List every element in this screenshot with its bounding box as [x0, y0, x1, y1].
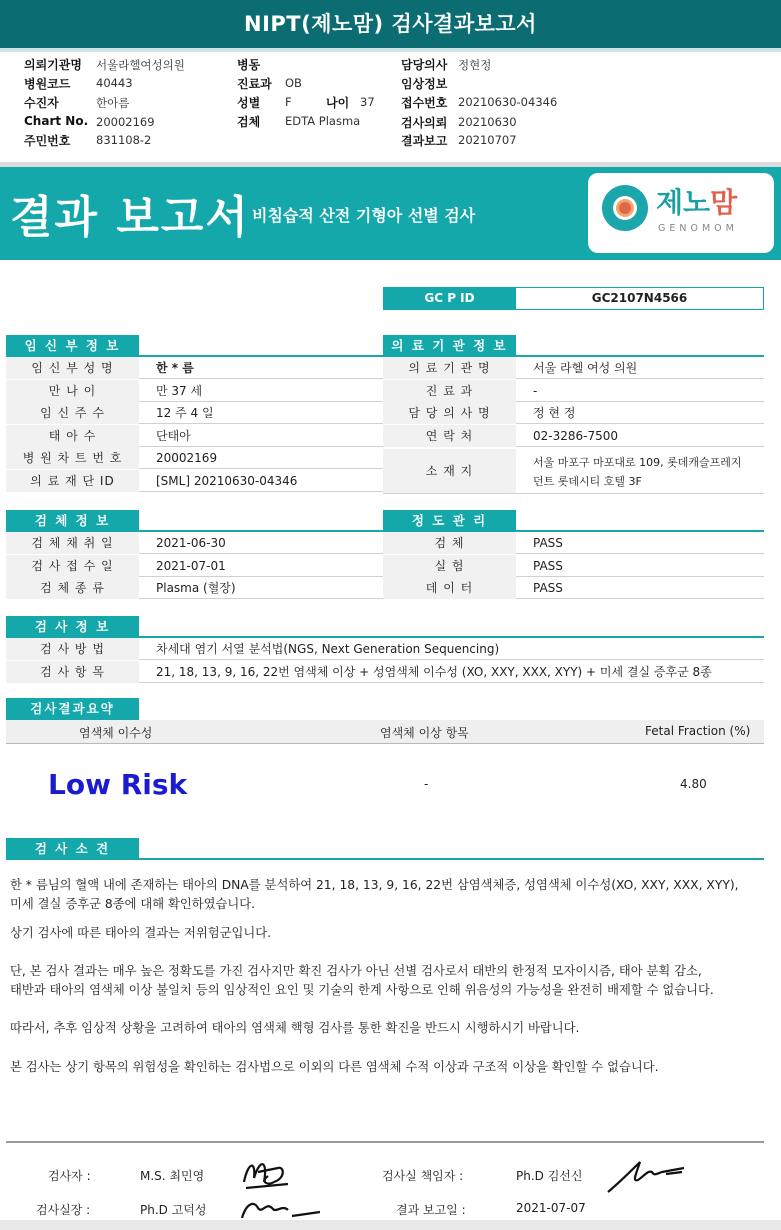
info-row-label: 검 사 접 수 일 — [6, 555, 139, 577]
info-row-label: 검 체 — [383, 532, 516, 554]
lab-head-name: Ph.D 김선신 — [516, 1169, 583, 1183]
info-row — [6, 425, 383, 447]
fetal-fraction-value: 4.80 — [680, 777, 707, 791]
director-label: 검사실장 : — [36, 1203, 91, 1217]
header-field: 나이 — [326, 96, 350, 110]
risk-result: Low Risk — [48, 768, 188, 801]
gcp-id-label: GC P ID — [383, 287, 516, 310]
header-value: 20210707 — [458, 133, 517, 147]
info-row-value: 정 현 정 — [533, 406, 576, 421]
address-line-1: 서울 마포구 마포대로 109, 롯데캐슬프레지 — [533, 456, 742, 469]
info-row-label: 담 당 의 사 명 — [383, 402, 516, 424]
info-row — [383, 380, 764, 402]
info-row — [6, 555, 383, 577]
genomom-logo — [588, 173, 774, 253]
info-row — [383, 357, 764, 379]
info-row — [6, 402, 383, 424]
header-field: 병원코드 — [24, 77, 71, 91]
header-value: 40443 — [96, 76, 133, 90]
info-row — [6, 532, 383, 554]
section-summary: 검사결과요약 — [6, 698, 764, 720]
banner-subtitle: 비침습적 산전 기형아 선별 검사 — [252, 206, 476, 225]
header-field: 의뢰기관명 — [24, 58, 82, 72]
info-row-value: 한 * 름 — [156, 361, 194, 375]
info-row — [383, 425, 764, 447]
header-value: 한아름 — [96, 96, 130, 110]
info-row-value: PASS — [533, 558, 563, 573]
banner-title: 결과 보고서 — [10, 192, 250, 243]
info-row-value: PASS — [533, 536, 563, 550]
header-value: 20002169 — [96, 115, 155, 129]
info-row-value: 2021-07-01 — [156, 558, 226, 573]
section-findings: 검 사 소 견 — [6, 838, 764, 860]
info-row-value: PASS — [533, 581, 563, 596]
header-value: F — [285, 95, 292, 109]
footer-bar — [0, 1220, 781, 1230]
header-value: 정현정 — [458, 58, 492, 72]
address-row: 소 재 지 서울 마포구 마포대로 109, 롯데캐슬프레지 던트 롯데시티 호텔 3F — [383, 449, 764, 494]
header-field: Chart No. — [24, 114, 89, 128]
header-value: 831108-2 — [96, 133, 152, 147]
director-name: Ph.D 고덕성 — [140, 1203, 207, 1217]
info-row-label: 데 이 터 — [383, 577, 516, 599]
info-row-label: 검 체 채 취 일 — [6, 532, 139, 554]
info-row-value: Plasma (혈장) — [156, 581, 236, 596]
info-row — [6, 638, 764, 660]
summary-header — [6, 720, 764, 744]
info-row — [383, 577, 764, 599]
logo-text: 제노맘 — [656, 186, 738, 219]
findings-paragraph: 한 * 름님의 혈액 내에 존재하는 태아의 DNA를 분석하여 21, 18, 13, 9, 16, 22번 삼염색체증, 성염색체 이수성(XO, XXY, XXX, XYY), 미세 결실 증후군 8종에 대해 확인하였습니다. — [10, 878, 739, 911]
header-field: 담당의사 — [401, 58, 448, 72]
info-row — [383, 532, 764, 554]
findings-paragraph: 따라서, 추후 임상적 상황을 고려하여 태아의 염색체 핵형 검사를 통한 확진을 반드시 시행하시기 바랍니다. — [10, 1021, 580, 1035]
info-row-label: 태 아 수 — [6, 425, 139, 447]
header-field: 접수번호 — [401, 96, 448, 110]
info-row-value: 2021-06-30 — [156, 536, 226, 550]
header-value: 서울라헬여성의원 — [96, 58, 185, 72]
info-row-label: 임 신 부 성 명 — [6, 357, 139, 379]
info-row-value: 서울 라헬 여성 의원 — [533, 361, 638, 375]
section-hospital: 의 료 기 관 정 보 — [383, 335, 764, 357]
info-row-value: [SML] 20210630-04346 — [156, 474, 298, 488]
info-row-value: 12 주 4 일 — [156, 406, 214, 421]
findings-paragraph: 단, 본 검사 결과는 매우 높은 정확도를 가진 검사지만 확진 검사가 아닌 선별 검사로서 태반의 한정적 모자이시즘, 태아 분획 감소, 태반과 태아의 염색체 이상 불일치 등의 임상적인 요인 및 기술의 한계 사항으로 인해 위음성의 가능성을 완전히 배제할 수 없습니다. — [10, 964, 714, 997]
info-row — [383, 402, 764, 424]
lab-head-signature-icon — [604, 1154, 688, 1196]
info-row-label: 임 신 주 수 — [6, 402, 139, 424]
info-row — [6, 357, 383, 379]
findings-paragraph: 본 검사는 상기 항목의 위험성을 확인하는 검사법으로 이외의 다른 염색체 수적 이상과 구조적 이상을 확인할 수 없습니다. — [10, 1060, 659, 1074]
info-row-label: 실 험 — [383, 555, 516, 577]
info-row-value: - — [533, 383, 538, 398]
header-value: EDTA Plasma — [285, 114, 361, 128]
tester-name: M.S. 최민영 — [140, 1169, 205, 1183]
header-field: 성별 — [237, 96, 261, 110]
header-value: 20210630-04346 — [458, 95, 558, 109]
info-row-label: 의 료 재 단 ID — [6, 470, 139, 492]
header-value: OB — [285, 76, 302, 90]
info-row — [383, 555, 764, 577]
gcp-id-value: GC2107N4566 — [516, 287, 764, 310]
address-line-2: 던트 롯데시티 호텔 3F — [533, 475, 642, 488]
report-banner — [0, 167, 781, 260]
info-row — [6, 470, 383, 492]
divider — [6, 1141, 764, 1143]
logo-subtext: GENOMOM — [658, 223, 738, 234]
report-date-label: 결과 보고일 : — [396, 1203, 466, 1217]
header-field: 임상정보 — [401, 77, 448, 91]
info-row-value: 20002169 — [156, 451, 218, 466]
section-pregnant: 임 신 부 정 보 — [6, 335, 383, 357]
section-specimen: 검 체 정 보 — [6, 510, 383, 532]
director-signature-icon — [236, 1194, 326, 1220]
info-row-value: 21, 18, 13, 9, 16, 22번 염색체 이상 + 성염색체 이수성 (XO, XXY, XXX, XYY) + 미세 결실 증후군 8종 — [156, 664, 712, 679]
info-row-value: 만 37 세 — [156, 383, 203, 398]
info-row-label: 검 사 방 법 — [6, 638, 139, 660]
logo-mark-icon — [602, 185, 648, 231]
findings-paragraph: 상기 검사에 따른 태아의 결과는 저위험군입니다. — [10, 926, 272, 940]
header-field: 결과보고 — [401, 134, 448, 148]
info-row-label: 의 료 기 관 명 — [383, 357, 516, 379]
info-row-label: 진 료 과 — [383, 380, 516, 402]
summary-col-abnormal-items: 염색체 이상 항목 — [380, 726, 469, 740]
header-field: 주민번호 — [24, 134, 71, 148]
report-date-value: 2021-07-07 — [516, 1201, 586, 1215]
tester-label: 검사자 : — [48, 1169, 91, 1183]
header-info — [0, 52, 781, 162]
header-field: 진료과 — [237, 77, 272, 91]
info-row-value: 단태아 — [156, 428, 191, 443]
info-row-label: 검 사 항 목 — [6, 661, 139, 683]
section-quality-control: 정 도 관 리 — [383, 510, 764, 532]
tester-signature-icon — [238, 1152, 294, 1194]
report-title: NIPT(제노맘) 검사결과보고서 — [0, 0, 781, 48]
header-field: 검사의뢰 — [401, 116, 448, 130]
info-row — [6, 661, 764, 683]
lab-head-label: 검사실 책임자 : — [382, 1169, 464, 1183]
section-test: 검 사 정 보 — [6, 616, 764, 638]
info-row-label: 검 체 종 류 — [6, 577, 139, 599]
info-row — [6, 577, 383, 599]
summary-col-aneuploidy: 염색체 이수성 — [79, 726, 153, 740]
info-row-label: 만 나 이 — [6, 380, 139, 402]
abnormal-item-value: - — [424, 777, 429, 791]
header-field: 수진자 — [24, 96, 59, 110]
header-value: 20210630 — [458, 115, 517, 129]
info-row-label: 병 원 차 트 번 호 — [6, 447, 139, 469]
info-row-value: 02-3286-7500 — [533, 428, 619, 443]
info-row — [6, 447, 383, 469]
header-field: 병동 — [237, 58, 261, 72]
header-field: 검체 — [237, 115, 261, 129]
info-row — [6, 380, 383, 402]
info-row-label: 연 락 처 — [383, 425, 516, 447]
header-value: 37 — [360, 95, 375, 109]
info-row-value: 차세대 염기 서열 분석법(NGS, Next Generation Sequencing) — [156, 642, 500, 656]
summary-col-fetal-fraction: Fetal Fraction (%) — [645, 724, 751, 738]
